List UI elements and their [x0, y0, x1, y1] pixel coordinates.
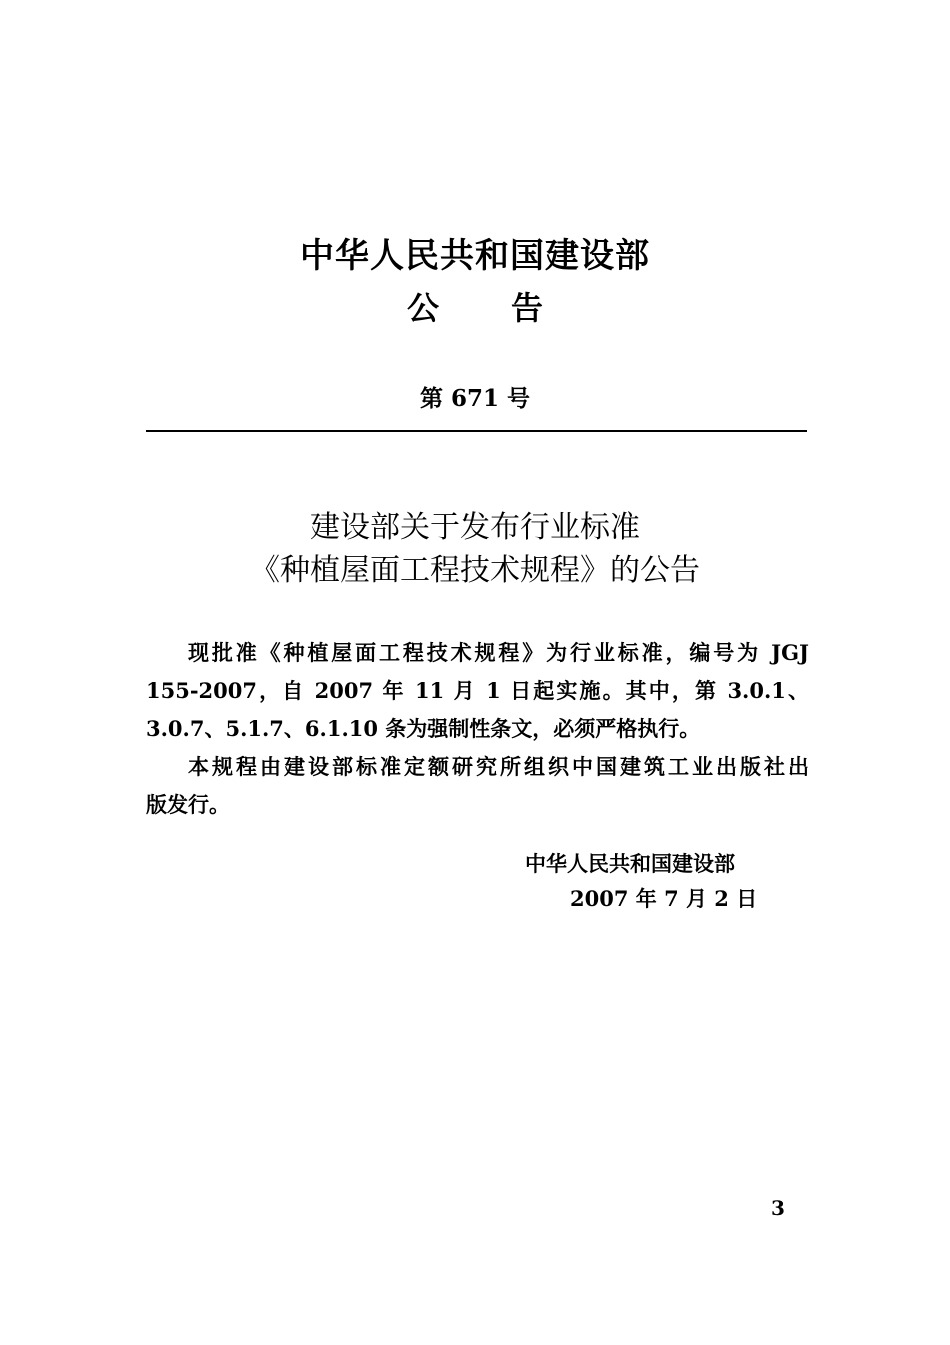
body-line: 155-2007，自 2007 年 11 月 1 日起实施。其中，第 3.0.1、	[146, 678, 809, 703]
announcement-title-line-1: 建设部关于发布行业标准	[310, 510, 640, 545]
signature-date: 2007 年 7 月 2 日	[570, 886, 758, 911]
header-divider	[146, 430, 807, 432]
document-type-heading: 公告	[406, 289, 615, 327]
announcement-number: 第 671 号	[419, 385, 531, 412]
page-number: 3	[771, 1196, 785, 1220]
body-line: 现批准《种植屋面工程技术规程》为行业标准，编号为 JGJ	[188, 640, 809, 665]
body-line: 本规程由建设部标准定额研究所组织中国建筑工业出版社出	[188, 754, 809, 779]
signature-issuer: 中华人民共和国建设部	[525, 851, 735, 876]
signature-block	[525, 846, 757, 916]
announcement-title-line-2: 《种植屋面工程技术规程》的公告	[250, 553, 700, 588]
body-line: 版发行。	[146, 792, 230, 817]
body-paragraph-2	[146, 748, 809, 824]
body-paragraph-1	[146, 634, 809, 748]
body-line: 3.0.7、5.1.7、6.1.10 条为强制性条文，必须严格执行。	[146, 716, 701, 741]
ministry-heading: 中华人民共和国建设部	[300, 236, 650, 276]
